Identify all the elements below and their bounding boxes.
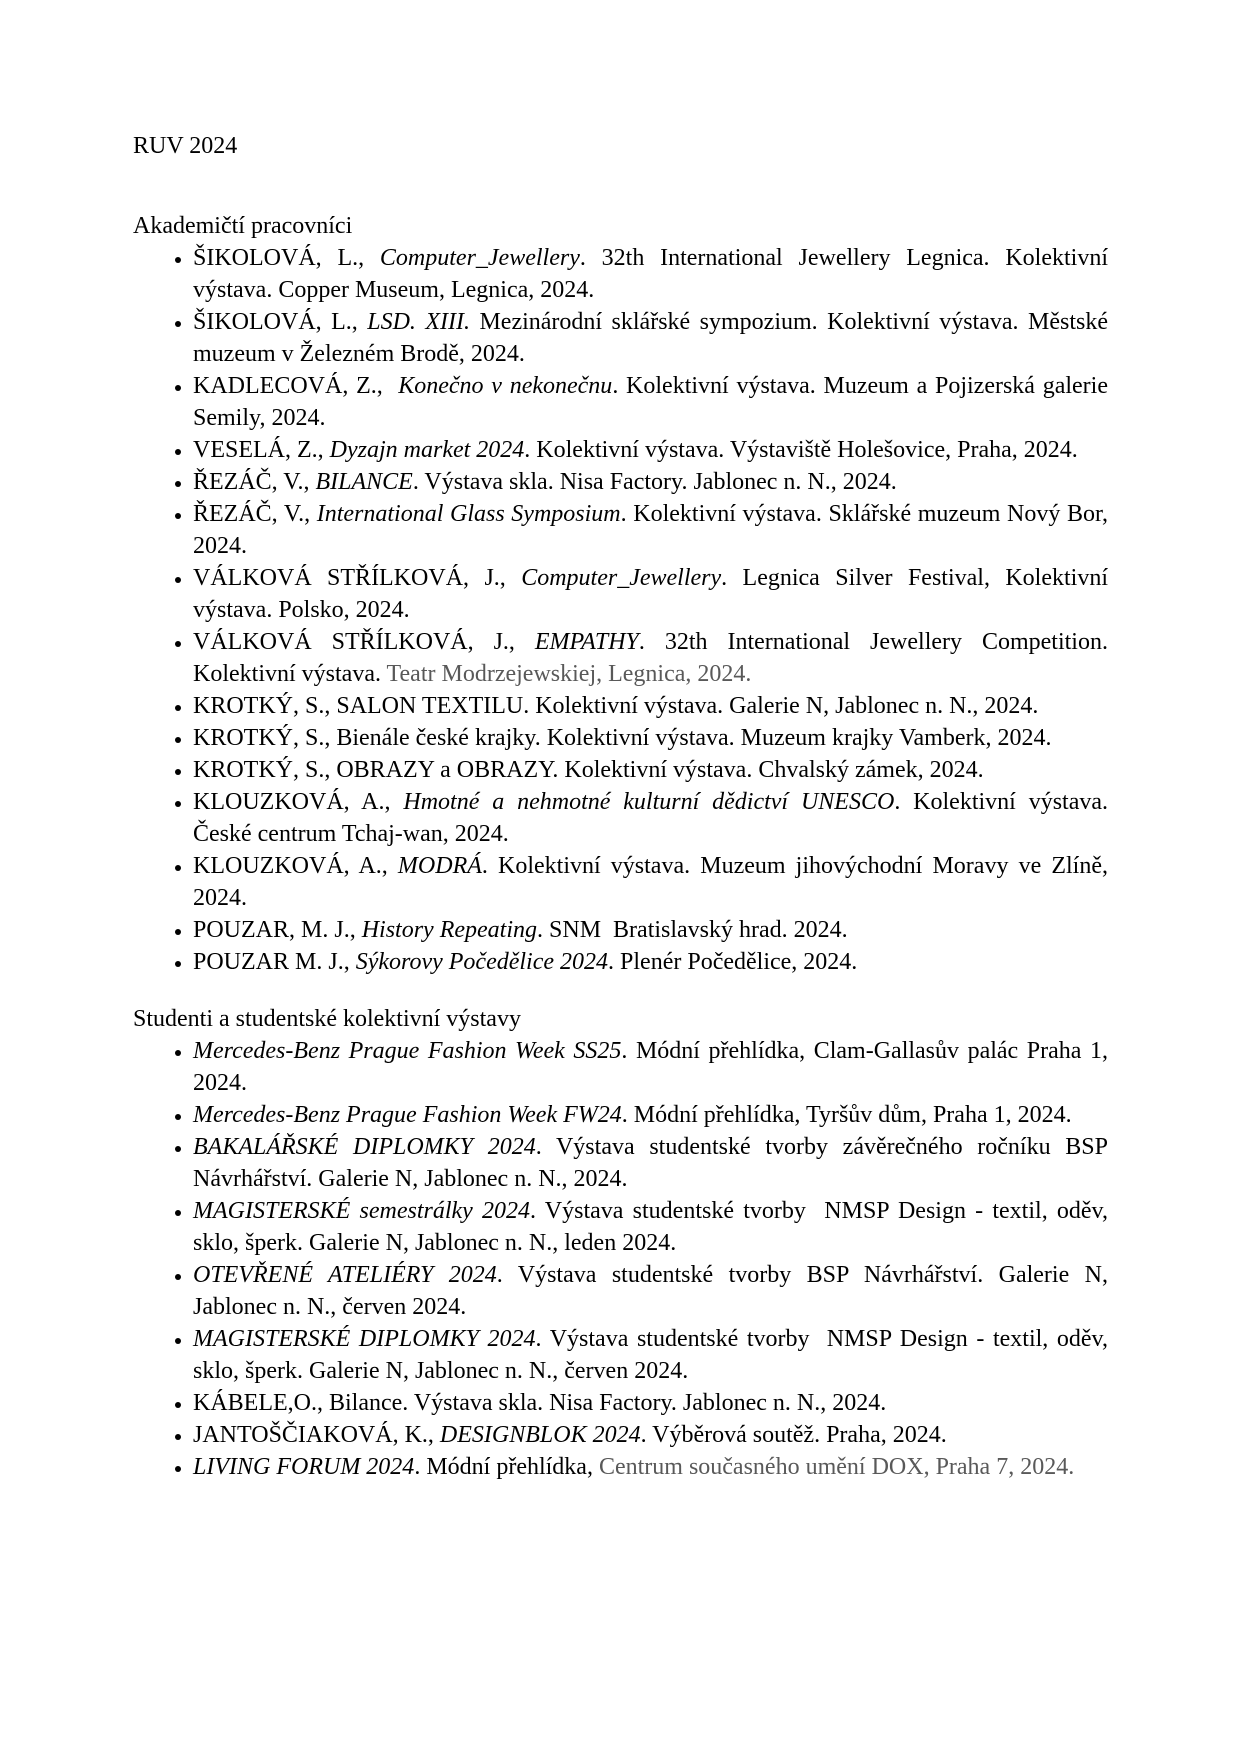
text-segment: BAKALÁŘSKÉ DIPLOMKY 2024: [193, 1134, 536, 1160]
section-heading: Studenti a studentské kolektivní výstavy: [133, 1006, 521, 1032]
exhibition-list-item: [193, 1323, 1108, 1387]
text-segment: OTEVŘENÉ ATELIÉRY 2024: [193, 1262, 497, 1288]
text-segment: . Kolektivní výstava. České centrum Tchaj-wan, 2024.: [193, 789, 1109, 847]
text-segment: DESIGNBLOK 2024: [439, 1422, 641, 1448]
text-segment: KROTKÝ, S., Bienále české krajky. Kolektivní výstava. Muzeum krajky Vamberk, 2024.: [193, 725, 1052, 751]
text-segment: MAGISTERSKÉ DIPLOMKY 2024: [193, 1326, 536, 1352]
text-segment: . Módní přehlídka, Clam-Gallasův palác Praha 1, 2024.: [193, 1038, 1108, 1096]
text-segment: Mezinárodní sklářské sympozium. Kolektivní výstava. Městské muzeum v Železném Brodě, 2024.: [193, 309, 1108, 367]
exhibition-list-item: [193, 786, 1108, 850]
exhibition-list-item: [193, 914, 1108, 946]
text-segment: . Výstava studentské tvorby závěrečného ročníku BSP Návrhářství. Galerie N, Jablonec n. N., 2024.: [193, 1134, 1108, 1192]
exhibition-list-item: [193, 1099, 1108, 1131]
text-segment: POUZAR M. J.,: [193, 949, 356, 975]
exhibition-list-item: [193, 1451, 1108, 1483]
exhibition-list-item: [193, 1131, 1108, 1195]
text-segment: . Výstava studentské tvorby NMSP Design - textil, oděv, sklo, šperk. Galerie N, Jablonec n. N., červen 2024.: [193, 1326, 1108, 1384]
exhibition-list-item: [193, 1419, 1108, 1451]
exhibition-list-item: [193, 1035, 1108, 1099]
text-segment: . Výstava studentské tvorby NMSP Design - textil, oděv, sklo, šperk. Galerie N, Jablonec n. N., leden 2024.: [193, 1198, 1108, 1256]
text-segment: . Výstava studentské tvorby BSP Návrhářství. Galerie N, Jablonec n. N., červen 2024.: [193, 1262, 1109, 1320]
exhibition-list-item: [193, 754, 1108, 786]
text-segment: . Kolektivní výstava. Sklářské muzeum Nový Bor, 2024.: [193, 501, 1108, 559]
text-segment: . Kolektivní výstava. Muzeum jihovýchodní Moravy ve Zlíně, 2024.: [193, 853, 1108, 911]
text-segment: International Glass Symposium: [316, 501, 621, 527]
text-segment: ŠIKOLOVÁ, L.,: [193, 309, 368, 335]
text-segment: . Módní přehlídka, Tyršův dům, Praha 1, 2024.: [621, 1102, 1072, 1128]
text-segment: LIVING FORUM 2024: [193, 1454, 415, 1480]
text-segment: EMPATHY: [534, 629, 639, 655]
text-segment: ŘEZÁČ, V.,: [193, 469, 316, 495]
text-segment: Centrum současného umění DOX, Praha 7, 2024.: [598, 1454, 1075, 1480]
text-segment: . SNM Bratislavský hrad. 2024.: [537, 917, 848, 943]
text-segment: ŘEZÁČ, V.,: [193, 501, 317, 527]
text-segment: KLOUZKOVÁ, A.,: [193, 853, 398, 879]
text-segment: . 32th International Jewellery Competition. Kolektivní výstava.: [193, 629, 1108, 687]
text-segment: KLOUZKOVÁ, A.,: [193, 789, 404, 815]
text-segment: MODRÁ: [397, 853, 482, 879]
text-segment: LSD. XIII.: [367, 309, 471, 335]
exhibition-list: [133, 1035, 1108, 1483]
document-section: [133, 210, 1108, 978]
text-segment: . Plenér Počedělice, 2024.: [608, 949, 858, 975]
text-segment: . Legnica Silver Festival, Kolektivní výstava. Polsko, 2024.: [193, 565, 1108, 623]
page-title: RUV 2024: [133, 133, 238, 159]
text-segment: KADLECOVÁ, Z.,: [193, 373, 399, 399]
text-segment: ŠIKOLOVÁ, L.,: [193, 245, 380, 271]
text-segment: BILANCE: [315, 469, 413, 495]
exhibition-list-item: [193, 466, 1108, 498]
text-segment: POUZAR, M. J.,: [193, 917, 362, 943]
text-segment: VESELÁ, Z.,: [193, 437, 330, 463]
text-segment: VÁLKOVÁ STŘÍLKOVÁ, J.,: [193, 565, 522, 591]
text-segment: . Výstava skla. Nisa Factory. Jablonec n. N., 2024.: [412, 469, 897, 495]
text-segment: . Módní přehlídka,: [414, 1454, 599, 1480]
exhibition-list: [133, 242, 1108, 978]
exhibition-list-item: [193, 498, 1108, 562]
document-section: [133, 1003, 1108, 1483]
exhibition-list-item: [193, 434, 1108, 466]
text-segment: KROTKÝ, S., OBRAZY a OBRAZY. Kolektivní výstava. Chvalský zámek, 2024.: [193, 757, 984, 783]
text-segment: . Kolektivní výstava. Výstaviště Holešovice, Praha, 2024.: [524, 437, 1078, 463]
exhibition-list-item: [193, 562, 1108, 626]
text-segment: Teatr Modrzejewskiej, Legnica, 2024.: [386, 661, 752, 687]
exhibition-list-item: [193, 1259, 1108, 1323]
exhibition-list-item: [193, 850, 1108, 914]
text-segment: Computer_Jewellery: [379, 245, 580, 271]
sections: [133, 210, 1108, 1483]
exhibition-list-item: [193, 946, 1108, 978]
text-segment: KROTKÝ, S., SALON TEXTILU. Kolektivní výstava. Galerie N, Jablonec n. N., 2024.: [193, 693, 1039, 719]
exhibition-list-item: [193, 370, 1108, 434]
text-segment: Mercedes-Benz Prague Fashion Week SS25: [193, 1038, 622, 1064]
section-heading: Akademičtí pracovníci: [133, 213, 353, 239]
text-segment: . 32th International Jewellery Legnica. Kolektivní výstava. Copper Museum, Legnica, 2024.: [193, 245, 1108, 303]
text-segment: JANTOŠČIAKOVÁ, K.,: [193, 1422, 440, 1448]
text-segment: Sýkorovy Počedělice 2024: [355, 949, 609, 975]
exhibition-list-item: [193, 306, 1108, 370]
text-segment: Konečno v nekonečnu: [398, 373, 613, 399]
exhibition-list-item: [193, 1195, 1108, 1259]
exhibition-list-item: [193, 690, 1108, 722]
text-segment: Computer_Jewellery: [521, 565, 722, 591]
exhibition-list-item: [193, 626, 1108, 690]
text-segment: . Výběrová soutěž. Praha, 2024.: [640, 1422, 947, 1448]
exhibition-list-item: [193, 1387, 1108, 1419]
text-segment: Dyzajn market 2024: [329, 437, 525, 463]
text-segment: VÁLKOVÁ STŘÍLKOVÁ, J.,: [193, 629, 535, 655]
text-segment: Hmotné a nehmotné kulturní dědictví UNESCO: [403, 789, 895, 815]
text-segment: KÁBELE,O., Bilance. Výstava skla. Nisa Factory. Jablonec n. N., 2024.: [193, 1390, 887, 1416]
text-segment: Mercedes-Benz Prague Fashion Week FW24: [193, 1102, 622, 1128]
text-segment: . Kolektivní výstava. Muzeum a Pojizerská galerie Semily, 2024.: [193, 373, 1108, 431]
exhibition-list-item: [193, 722, 1108, 754]
text-segment: History Repeating: [361, 917, 538, 943]
exhibition-list-item: [193, 242, 1108, 306]
text-segment: MAGISTERSKÉ semestrálky 2024: [193, 1198, 531, 1224]
